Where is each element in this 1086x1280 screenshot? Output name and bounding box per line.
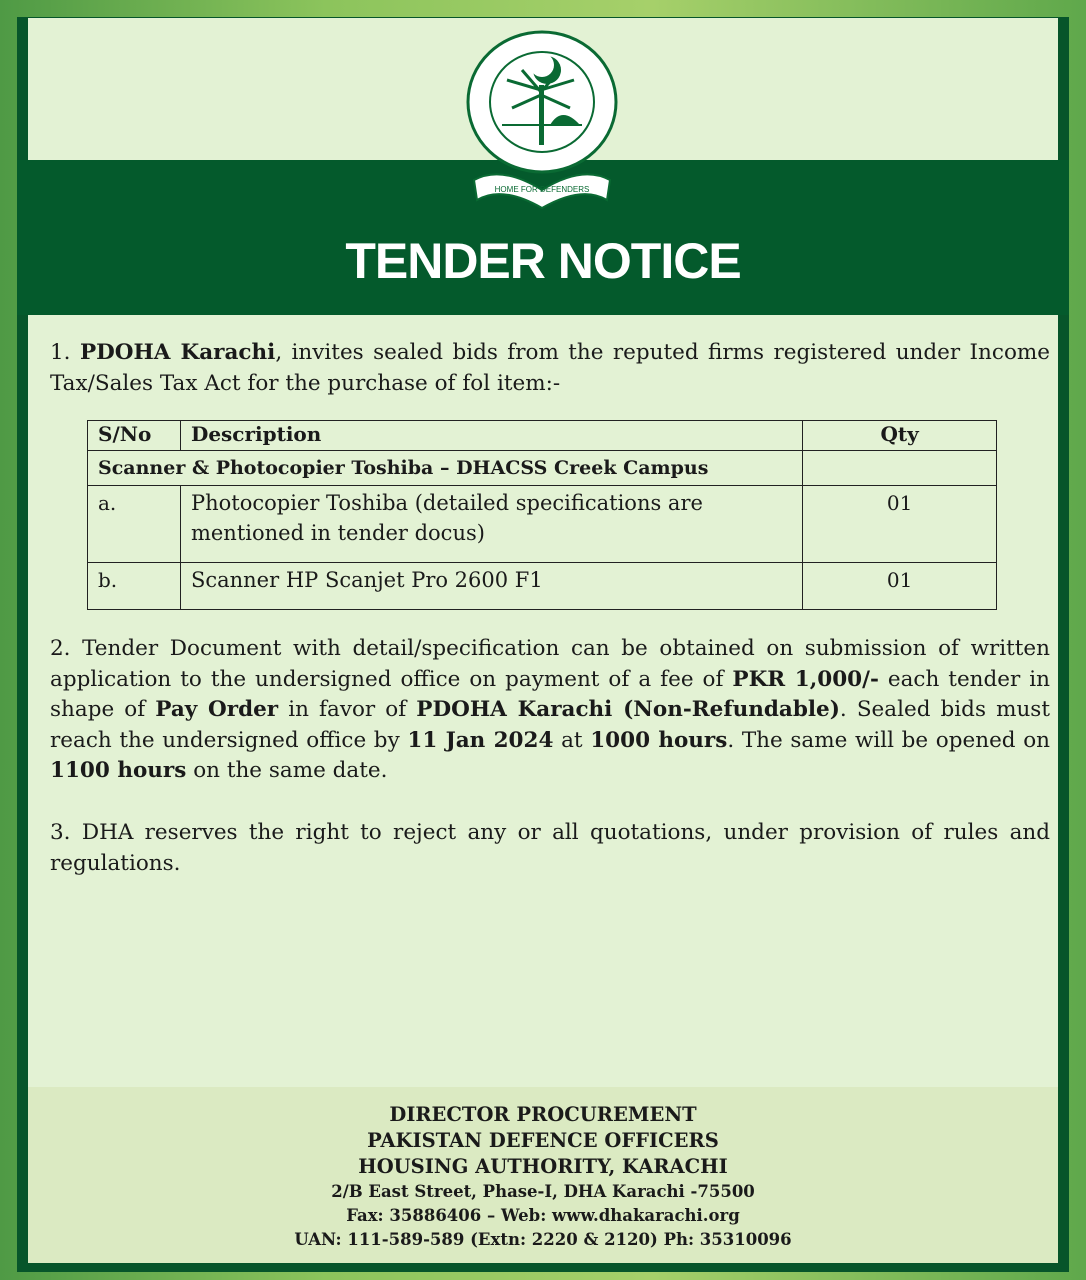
paragraph-3: 3. DHA reserves the right to reject any or all quotations, under provision of rules and regulations. [50,820,1050,876]
dha-logo [462,30,622,210]
row-desc: Scanner HP Scanjet Pro 2600 F1 [180,563,802,610]
footer-address: 2/B East Street, Phase-I, DHA Karachi -75500 [331,1182,755,1201]
table-header-row [88,421,997,451]
row-desc: Photocopier Toshiba (detailed specifications are mentioned in tender docus) [180,486,802,563]
svg-text:HOME FOR DEFENDERS: HOME FOR DEFENDERS [494,185,590,194]
col-qty: Qty [803,421,997,451]
row-sno: b. [88,563,181,610]
items-table [87,420,997,610]
group-qty-cell [803,451,997,486]
group-title: Scanner & Photocopier Toshiba – DHACSS Creek Campus [88,451,803,486]
paragraph-2: 2. Tender Document with detail/specification can be obtained on submission of written application to the undersigned office on payment of a fee of PKR 1,000/- each tender in shape of Pay Order in favor of PDOHA Karachi (Non-Refundable). Sealed bids must reach the undersigned office by 11 Jan 2024 at 1000 hours. The same will be opened on 1100 hours on the same date. [50,636,1050,783]
table-group-row [88,451,997,486]
footer-fax-web: Fax: 35886406 – Web: www.dhakarachi.org [346,1206,740,1225]
table-row [88,486,997,563]
col-description: Description [180,421,802,451]
footer-org-line-2: HOUSING AUTHORITY, KARACHI [358,1155,728,1178]
footer-designation: DIRECTOR PROCUREMENT [389,1103,697,1126]
col-sno: S/No [88,421,181,451]
signature-block [0,1102,1086,1252]
page-title: TENDER NOTICE [345,233,741,289]
footer-org-line-1: PAKISTAN DEFENCE OFFICERS [367,1129,719,1152]
row-qty: 01 [803,563,997,610]
footer-uan: UAN: 111-589-589 (Extn: 2220 & 2120) Ph: 35310096 [294,1230,792,1249]
table-row [88,563,997,610]
row-qty: 01 [803,486,997,563]
paragraph-1: 1. PDOHA Karachi, invites sealed bids from the reputed firms registered under Income Tax/Sales Tax Act for the purchase of fol item:- [50,340,1050,396]
row-sno: a. [88,486,181,563]
